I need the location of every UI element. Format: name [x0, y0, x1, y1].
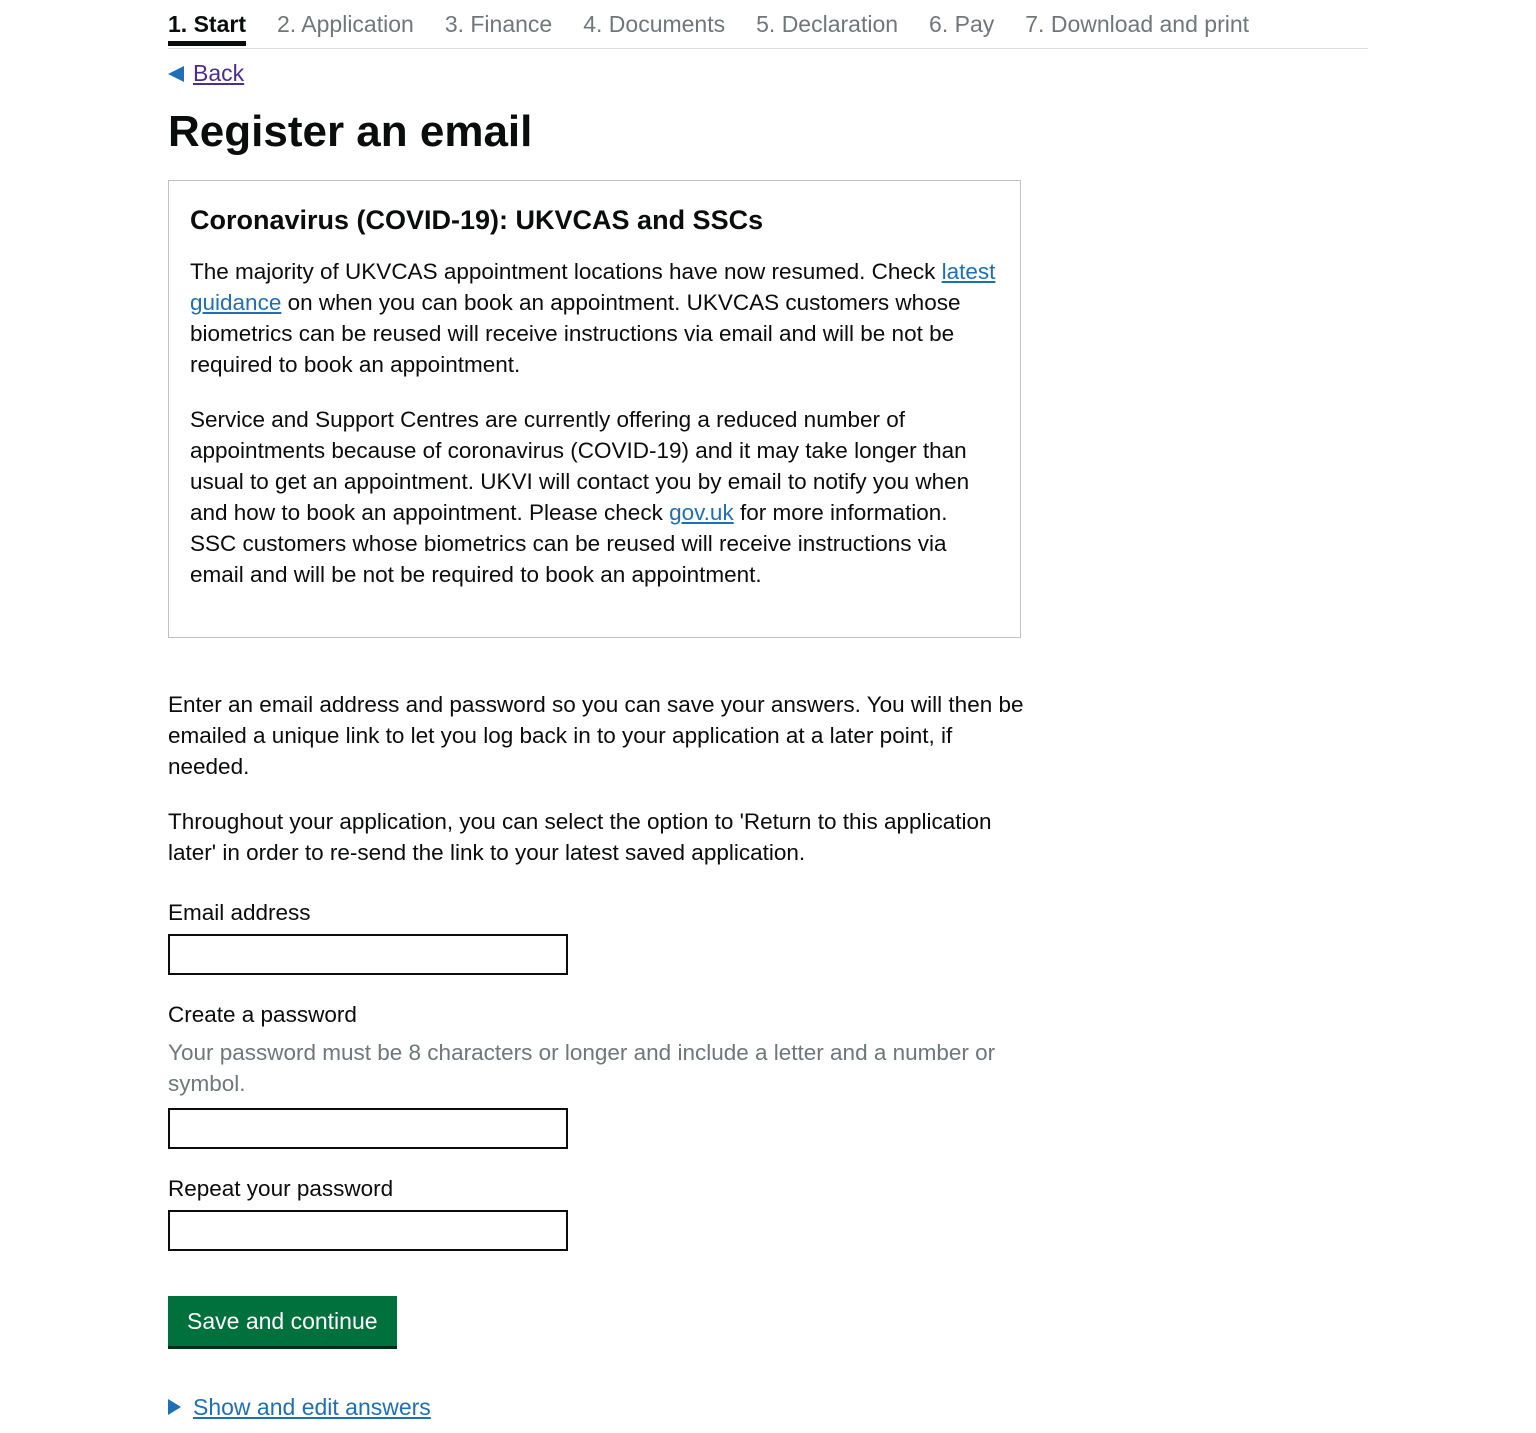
latest-guidance-link[interactable]: latest guidance: [190, 259, 996, 315]
step-documents[interactable]: 4. Documents: [583, 11, 726, 37]
repeat-password-label: Repeat your password: [168, 1176, 394, 1201]
back-link[interactable]: [168, 58, 244, 88]
step-finance[interactable]: 3. Finance: [444, 11, 553, 37]
email-field[interactable]: [168, 934, 568, 975]
step-download-and-print[interactable]: 7. Download and print: [1025, 11, 1250, 37]
step-start[interactable]: 1. Start: [168, 0, 246, 36]
password-field[interactable]: [168, 1108, 568, 1149]
page-title: Register an email: [168, 107, 533, 156]
notice-paragraph-ukvcas: [190, 256, 999, 380]
notice-p1-text-before: The majority of UKVCAS appointment locations have now resumed. Check: [190, 259, 942, 284]
save-and-continue-button[interactable]: Save and continue: [168, 1296, 397, 1346]
notice-paragraph-ssc: [190, 404, 999, 590]
password-hint: Your password must be 8 characters or longer and include a letter and a number or symbol.: [168, 1040, 996, 1096]
intro-paragraph-return-later: Throughout your application, you can select the option to 'Return to this application later' in order to re-send the link to your latest saved application.: [168, 809, 992, 865]
intro-paragraph-email: Enter an email address and password so you can save your answers. You will then be emailed a unique link to let you log back in to your application at a later point, if needed.: [168, 692, 1024, 779]
step-pay[interactable]: 6. Pay: [929, 11, 995, 37]
gov-uk-link[interactable]: gov.uk: [669, 500, 734, 525]
notice-p2-text-after: for more information. SSC customers whose biometrics can be reused will receive instructions via email and will be not be required to book an appointment.: [190, 500, 948, 587]
back-link-label[interactable]: Back: [193, 60, 245, 86]
notice-p2-text-before: Service and Support Centres are currently offering a reduced number of appointments because of coronavirus (COVID-19) and it may take longer than usual to get an appointment. UKVI will contact you by email to notify you when and how to book an appointment. Please check: [190, 407, 970, 525]
show-and-edit-answers-label[interactable]: Show and edit answers: [193, 1394, 431, 1420]
show-and-edit-answers-toggle[interactable]: [168, 1392, 431, 1422]
step-navigation: [168, 0, 1368, 49]
password-label: Create a password: [168, 1002, 357, 1027]
covid-notice-panel: [168, 180, 1021, 638]
triangle-right-icon: [168, 1399, 181, 1415]
step-application[interactable]: 2. Application: [276, 11, 414, 37]
email-label: Email address: [168, 900, 311, 925]
page-container: [168, 0, 1368, 1420]
repeat-password-field[interactable]: [168, 1210, 568, 1251]
triangle-left-icon: [168, 66, 184, 82]
notice-heading: Coronavirus (COVID-19): UKVCAS and SSCs: [190, 205, 764, 235]
notice-p1-text-after: on when you can book an appointment. UKVCAS customers whose biometrics can be reused will receive instructions via email and will be not be required to book an appointment.: [190, 290, 961, 377]
step-declaration[interactable]: 5. Declaration: [756, 11, 899, 37]
